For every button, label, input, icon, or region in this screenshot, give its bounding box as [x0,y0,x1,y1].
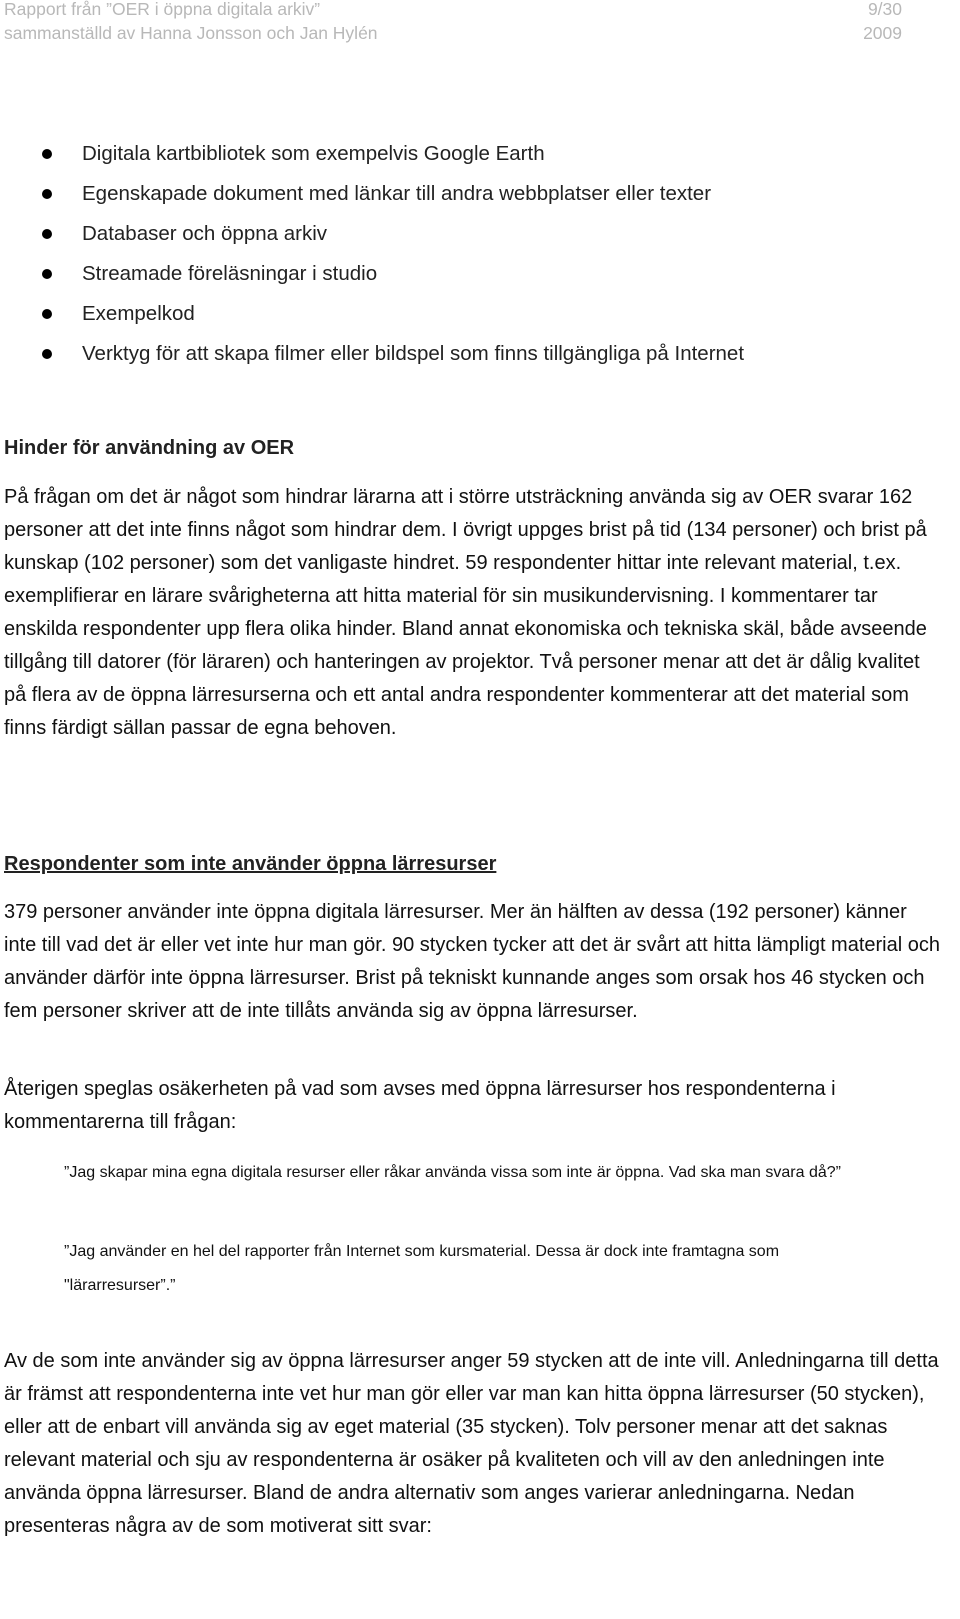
list-item-text: Egenskapade dokument med länkar till andra webbplatser eller texter [82,182,712,205]
bullet-icon [42,189,52,199]
page-header [0,0,960,60]
list-item-text: Verktyg för att skapa filmer eller bildspel som finns tillgängliga på Internet [82,342,745,365]
paragraph: Återigen speglas osäkerheten på vad som avses med öppna lärresurser hos respondenterna i kommentarerna till frågan: [4,1078,836,1133]
list-item-text: Databaser och öppna arkiv [82,222,328,245]
bullet-list [0,136,744,376]
quote-1: ”Jag skapar mina egna digitala resurser eller råkar använda vissa som inte är öppna. Vad ska man svara då?” [64,1164,841,1181]
section-paragraph-hinder [4,481,940,745]
section-heading-respondenter: Respondenter som inte använder öppna lärresurser [4,853,497,875]
section-heading-hinder: Hinder för användning av OER [4,437,295,459]
bullet-icon [42,149,52,159]
report-year: 2009 [863,23,902,43]
report-title: Rapport från ”OER i öppna digitala arkiv” [4,0,321,19]
list-item [0,136,744,176]
list-item [0,176,744,216]
report-authors: sammanställd av Hanna Jonsson och Jan Hylén [4,23,378,43]
list-item-text: Digitala kartbibliotek som exempelvis Google Earth [82,142,545,165]
section-paragraph-2 [4,1073,940,1139]
paragraph: 379 personer använder inte öppna digitala lärresurser. Mer än hälften av dessa (192 personer) känner inte till vad det är eller vet inte hur man gör. 90 stycken tycker att det är svårt att hitta lämpligt material och använder därför inte öppna lärresurser. Brist på tekniskt kunnande anges som orsak hos 46 stycken och fem personer skriver att de inte tillåts använda sig av öppna lärresurser. [4,901,940,1022]
list-item [0,256,744,296]
bullet-icon [42,309,52,319]
bullet-icon [42,229,52,239]
list-item-text: Exempelkod [82,302,195,325]
list-item [0,216,744,256]
list-item-text: Streamade föreläsningar i studio [82,262,378,285]
list-item [0,296,744,336]
page-number: 9/30 [867,0,902,19]
paragraph: Av de som inte använder sig av öppna lärresurser anger 59 stycken att de inte vill. Anledningarna till detta är främst att respondenterna inte vet hur man gör eller var man kan hitta öppna lärresurser (50 stycken), eller att de enbart vill använda sig av eget material (35 stycken). Tolv personer menar att det saknas relevant material och sju av respondenterna är osäker på kvaliteten och vill av den anledningen inte använda öppna lärresurser. Bland de andra alternativ som anges varierar anledningarna. Nedan presenteras några av de som motiverat sitt svar: [4,1350,939,1537]
bullet-icon [42,269,52,279]
list-item [0,336,744,376]
bullet-icon [42,349,52,359]
quote-2: ”Jag använder en hel del rapporter från Internet som kursmaterial. Dessa är dock inte framtagna som "lärarresurser”.” [64,1243,780,1294]
paragraph: På frågan om det är något som hindrar lärarna att i större utsträckning använda sig av OER svarar 162 personer att det inte finns något som hindrar dem. I övrigt uppges brist på tid (134 personer) och brist på kunskap (102 personer) som det vanligaste hindret. 59 respondenter hittar inte relevant material, t.ex. exemplifierar en lärare svårigheterna att hitta material för sin musikundervisning. I kommentarer tar enskilda respondenter upp flera olika hinder. Bland annat ekonomiska och tekniska skäl, både avseende tillgång till datorer (för läraren) och hanteringen av projektor. Två personer menar att det är dålig kvalitet på flera av de öppna lärresurserna och ett antal andra respondenter kommenterar att det material som finns färdigt sällan passar de egna behoven. [4,486,927,739]
section-paragraph-1 [4,896,940,1028]
section-paragraph-3 [4,1345,940,1543]
